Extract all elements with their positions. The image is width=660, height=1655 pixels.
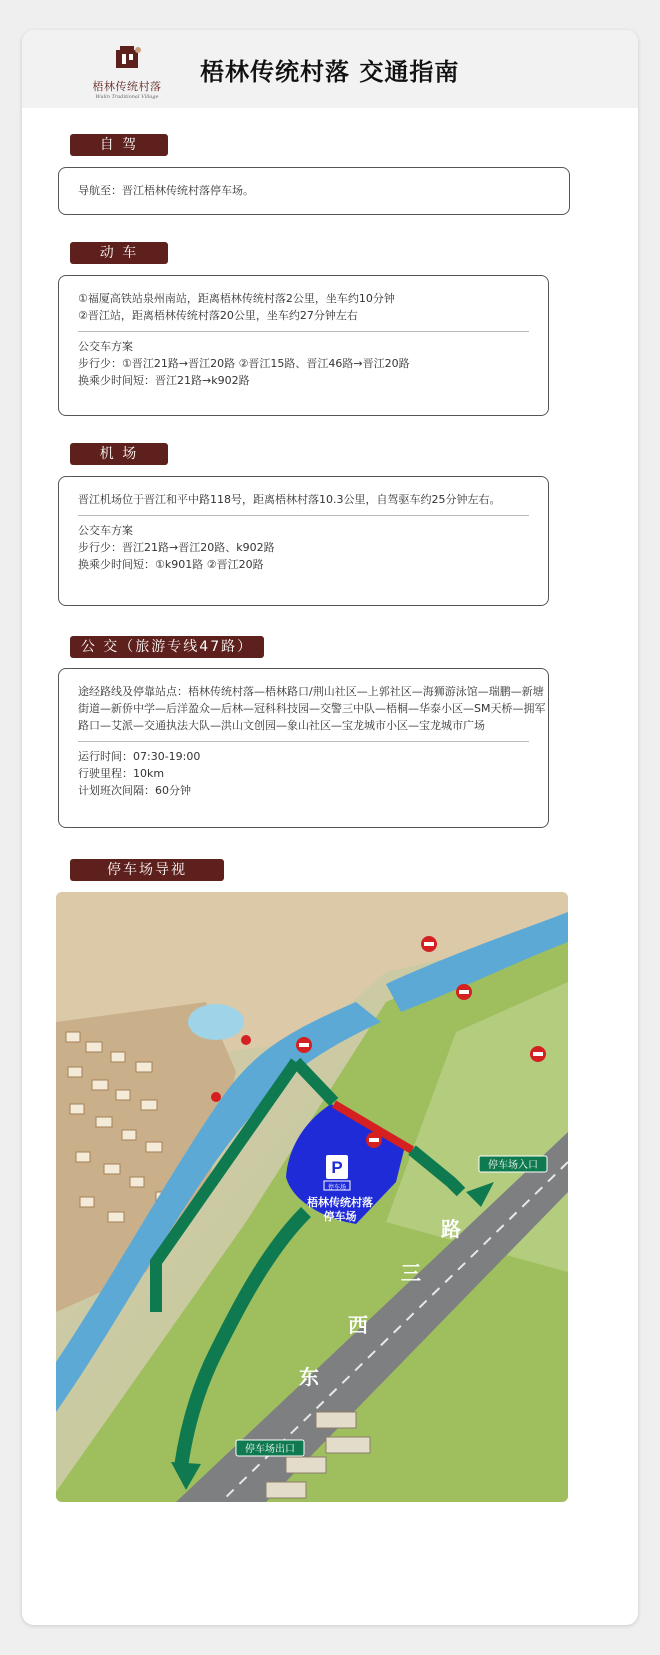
road-char-2: 西 bbox=[348, 1313, 368, 1337]
road-char-1: 东 bbox=[299, 1365, 319, 1389]
drive-box bbox=[58, 167, 570, 215]
road-char-3: 三 bbox=[401, 1261, 421, 1285]
logo-mark-icon bbox=[110, 44, 144, 72]
airport-bus-line-2: 换乘少时间短：①k901路 ②晋江20路 bbox=[78, 558, 264, 571]
section-tag-bus: 公 交（旅游专线47路） bbox=[70, 636, 264, 658]
bus-interval: 计划班次间隔：60分钟 bbox=[78, 784, 191, 797]
logo-name: 梧林传统村落 bbox=[92, 80, 162, 93]
airport-box bbox=[58, 476, 549, 606]
train-bus-line-2: 换乘少时间短：晋江21路→k902路 bbox=[78, 374, 250, 387]
parking-lot-name-2: 停车场 bbox=[323, 1210, 357, 1223]
airport-bus-title: 公交车方案 bbox=[78, 524, 133, 537]
airport-line-1: 晋江机场位于晋江和平中路118号，距离梧林村落10.3公里，自驾驱车约25分钟左右。 bbox=[78, 493, 501, 506]
train-bus-line-1: 步行少：①晋江21路→晋江20路 ②晋江15路、晋江46路→晋江20路 bbox=[78, 357, 410, 370]
bus-route-line-1: 途经路线及停靠站点：梧林传统村落—梧林路口/荆山社区—上郭社区—海狮游泳馆—瑞鹏—新塘 bbox=[78, 685, 544, 698]
logo bbox=[82, 44, 172, 100]
divider bbox=[78, 331, 529, 332]
section-tag-drive: 自 驾 bbox=[70, 134, 168, 156]
drive-text: 导航至：晋江梧林传统村落停车场。 bbox=[78, 184, 254, 197]
parking-map bbox=[56, 892, 568, 1502]
airport-bus-line-1: 步行少：晋江21路→晋江20路、k902路 bbox=[78, 541, 275, 554]
bus-hours: 运行时间：07:30-19:00 bbox=[78, 750, 201, 763]
divider bbox=[78, 515, 529, 516]
section-tag-parking: 停车场导视 bbox=[70, 859, 224, 881]
guide-card bbox=[22, 30, 638, 1625]
parking-map-svg bbox=[56, 892, 568, 1502]
road-char-4: 路 bbox=[441, 1217, 461, 1241]
train-line-1: ①福厦高铁站泉州南站，距离梧林传统村落2公里，坐车约10分钟 bbox=[78, 292, 395, 305]
section-tag-train: 动 车 bbox=[70, 242, 168, 264]
entrance-label: 停车场入口 bbox=[488, 1160, 538, 1171]
logo-english: Wulin Traditional Village bbox=[95, 94, 159, 100]
divider bbox=[78, 741, 529, 742]
bus-box bbox=[58, 668, 549, 828]
bus-route-line-3: 路口—艾派—交通执法大队—洪山文创园—象山社区—宝龙城市小区—宝龙城市广场 bbox=[78, 719, 485, 732]
pond bbox=[188, 1004, 244, 1040]
header bbox=[22, 30, 638, 108]
page-title: 梧林传统村落 交通指南 bbox=[200, 57, 460, 86]
exit-label: 停车场出口 bbox=[245, 1444, 295, 1455]
parking-lot-name-1: 梧林传统村落 bbox=[307, 1196, 373, 1209]
train-line-2: ②晋江站，距离梧林传统村落20公里，坐车约27分钟左右 bbox=[78, 309, 358, 322]
bus-distance: 行驶里程：10km bbox=[78, 767, 165, 780]
parking-p-symbol: P bbox=[331, 1158, 343, 1177]
bus-route-line-2: 街道—新侨中学—后洋盈众—后林—冠科科技园—交警三中队—梧桐—华泰小区—SM天桥—拥军 bbox=[78, 702, 546, 715]
train-box bbox=[58, 275, 549, 416]
train-bus-title: 公交车方案 bbox=[78, 340, 133, 353]
section-tag-airport: 机 场 bbox=[70, 443, 168, 465]
parking-small-label: 停车场 bbox=[327, 1184, 347, 1191]
